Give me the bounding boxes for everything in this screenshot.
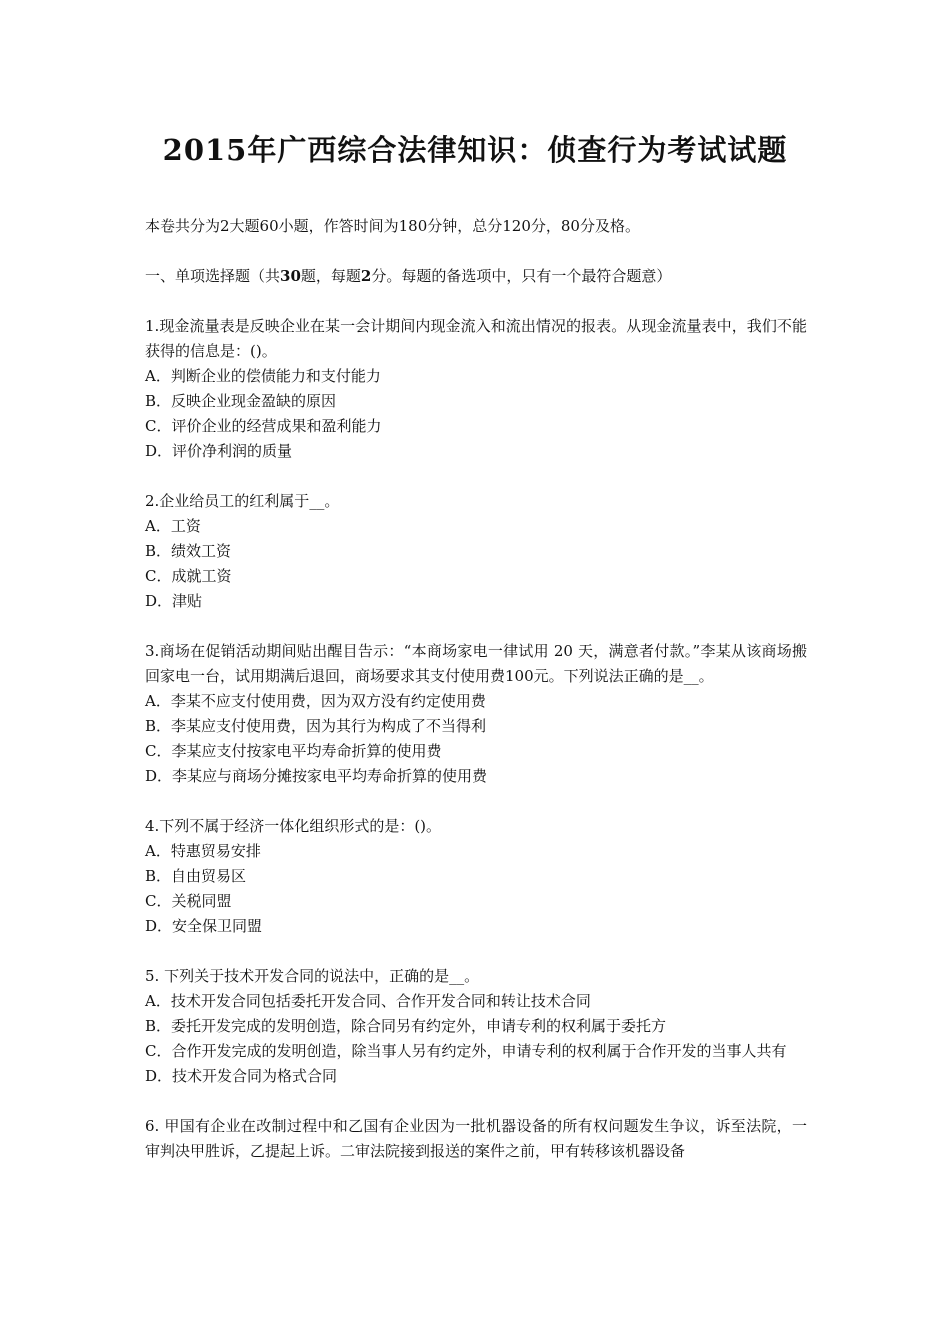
question-text: 4.下列不属于经济一体化组织形式的是：()。 [145, 817, 442, 835]
option-b: B．绩效工资 [145, 542, 232, 560]
question-text: 1.现金流量表是反映企业在某一会计期间内现金流入和流出情况的报表。从现金流量表中，我们不能获得的信息是：()。 [145, 317, 807, 360]
option-d: D．技术开发合同为格式合同 [145, 1067, 338, 1085]
option-d: D．安全保卫同盟 [145, 917, 263, 935]
question-2 [145, 489, 807, 614]
option-c: C．成就工资 [145, 567, 232, 585]
option-a: A．判断企业的偿债能力和支付能力 [145, 367, 381, 385]
question-text: 3.商场在促销活动期间贴出醒目告示：“本商场家电一律试用 20 天，满意者付款。”李某从该商场搬回家电一台，试用期满后退回，商场要求其支付使用费100元。下列说法正确的是__。 [145, 642, 807, 685]
option-c: C．评价企业的经营成果和盈利能力 [145, 417, 382, 435]
option-d: D．李某应与商场分摊按家电平均寿命折算的使用费 [145, 767, 488, 785]
section-suffix: 分。每题的备选项中，只有一个最符合题意） [371, 267, 672, 285]
option-a: A．李某不应支付使用费，因为双方没有约定使用费 [145, 692, 486, 710]
section-middle: 题，每题 [300, 267, 361, 285]
section-heading [145, 264, 807, 289]
section-score: 2 [360, 267, 372, 285]
question-1 [145, 314, 807, 464]
exam-intro: 本卷共分为2大题60小题，作答时间为180分钟，总分120分，80分及格。 [145, 217, 640, 235]
option-c: C．关税同盟 [145, 892, 232, 910]
option-a: A．技术开发合同包括委托开发合同、合作开发合同和转让技术合同 [145, 992, 591, 1010]
section-prefix: 一、单项选择题（共 [145, 267, 281, 285]
option-b: B．反映企业现金盈缺的原因 [145, 392, 337, 410]
option-c: C．合作开发完成的发明创造，除当事人另有约定外，申请专利的权利属于合作开发的当事人共有 [145, 1042, 787, 1060]
question-4 [145, 814, 807, 939]
question-text: 5. 下列关于技术开发合同的说法中，正确的是__。 [145, 967, 480, 985]
option-b: B．自由贸易区 [145, 867, 247, 885]
option-d: D．津贴 [145, 592, 203, 610]
question-5 [145, 964, 807, 1089]
question-text: 2.企业给员工的红利属于__。 [145, 492, 340, 510]
option-b: B．委托开发完成的发明创造，除合同另有约定外，申请专利的权利属于委托方 [145, 1017, 667, 1035]
question-text: 6. 甲国有企业在改制过程中和乙国有企业因为一批机器设备的所有权问题发生争议，诉至法院，一审判决甲胜诉，乙提起上诉。二审法院接到报送的案件之前，甲有转移该机器设备 [145, 1117, 807, 1160]
option-d: D．评价净利润的质量 [145, 442, 293, 460]
question-3 [145, 639, 807, 789]
option-a: A．特惠贸易安排 [145, 842, 261, 860]
document-title: 2015年广西综合法律知识：侦查行为考试试题 [162, 133, 788, 167]
document-body [145, 214, 807, 1189]
section-question-count: 30 [280, 267, 301, 285]
question-6 [145, 1114, 807, 1164]
option-b: B．李某应支付使用费，因为其行为构成了不当得利 [145, 717, 487, 735]
option-c: C．李某应支付按家电平均寿命折算的使用费 [145, 742, 442, 760]
option-a: A．工资 [145, 517, 201, 535]
